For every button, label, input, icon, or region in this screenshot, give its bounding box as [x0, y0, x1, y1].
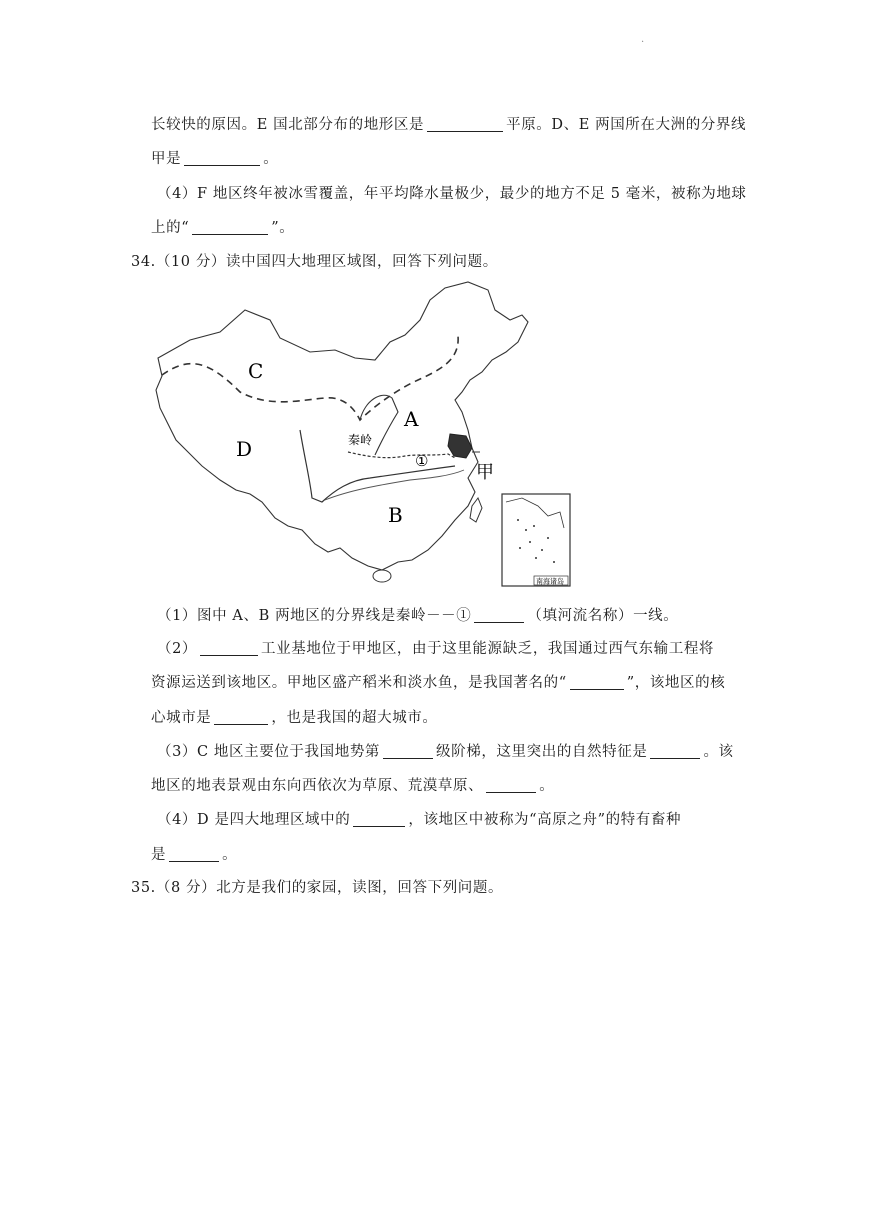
- q33-part4-line2: [151, 216, 294, 237]
- answer-blank[interactable]: [169, 847, 219, 862]
- q33-line1-text-a: 长较快的原因。E 国北部分布的地形区是: [151, 117, 425, 133]
- q33-line1-text-b: 平原。D、E 两国所在大洲的分界线: [506, 117, 747, 133]
- q34-part1-text-b: （填河流名称）一线。: [527, 608, 679, 624]
- q33-line2: [151, 147, 278, 168]
- china-map-svg: [150, 280, 580, 592]
- q34-part3-text-c: 。该: [703, 744, 734, 760]
- region-label-a: A: [404, 407, 419, 431]
- q34-part3-line2: [151, 774, 554, 795]
- qinling-river-line: [348, 452, 455, 458]
- answer-blank[interactable]: [383, 744, 433, 759]
- q34-part1-text-a: （1）图中 A、B 两地区的分界线是秦岭－－①: [157, 608, 472, 624]
- q34-part2-l3-text-b: ，也是我国的超大城市。: [271, 710, 438, 726]
- q34-part2-line2: [151, 671, 725, 692]
- answer-blank[interactable]: [570, 675, 624, 690]
- region-label-c: C: [248, 359, 264, 383]
- q34-part1: [157, 604, 678, 625]
- q34-title: 34.（10 分）读中国四大地理区域图，回答下列问题。: [131, 254, 498, 270]
- q33-line2-text-a: 甲是: [151, 151, 182, 167]
- q35-title: 35.（8 分）北方是我们的家园，读图，回答下列问题。: [131, 880, 504, 896]
- taiwan-island: [470, 498, 482, 522]
- qinling-label: 秦岭: [348, 433, 373, 447]
- answer-blank[interactable]: [486, 778, 536, 793]
- q34-part3-text-b: 级阶梯，这里突出的自然特征是: [436, 744, 648, 760]
- q33-line2-text-b: 。: [263, 151, 279, 167]
- q34-part3-line1: [157, 740, 734, 761]
- q34-part4-line1: [157, 808, 681, 829]
- q34-part4-l2-text-a: 是: [151, 847, 167, 863]
- q34-part2-text-a: （2）: [157, 641, 198, 657]
- q34-part4-line2: [151, 843, 237, 864]
- q34-part4-text-b: ，该地区中被称为“高原之舟”的特有畜种: [408, 812, 682, 828]
- answer-blank[interactable]: [184, 151, 260, 166]
- q34-part4-text-a: （4）D 是四大地理区域中的: [157, 812, 351, 828]
- inset-label: 南海诸岛: [536, 577, 564, 586]
- d-region-boundary: [300, 430, 455, 502]
- china-regions-map: [150, 280, 580, 592]
- q34-part2-line1: [157, 637, 714, 658]
- q34-part2-line3: [151, 706, 438, 727]
- q34-part2-l2-text-b: ”，该地区的核: [626, 675, 726, 691]
- answer-blank[interactable]: [650, 744, 700, 759]
- answer-blank[interactable]: [353, 812, 405, 827]
- region-label-d: D: [236, 437, 253, 461]
- answer-blank[interactable]: [192, 220, 268, 235]
- jia-label: 甲: [476, 462, 494, 483]
- q33-line1: [151, 113, 746, 134]
- q34-part4-l2-text-b: 。: [222, 847, 238, 863]
- q33-part4-text-a: 上的“: [151, 220, 190, 236]
- inset-box: [502, 494, 570, 586]
- q33-part4-text-b: ”。: [271, 220, 295, 236]
- region-label-b: B: [388, 503, 403, 527]
- china-outline: [156, 282, 528, 570]
- answer-blank[interactable]: [214, 710, 268, 725]
- q34-part2-l3-text-a: 心城市是: [151, 710, 212, 726]
- q34-part3-l2-text-a: 地区的地表景观由东向西依次为草原、荒漠草原、: [151, 778, 484, 794]
- q34-part3-text-a: （3）C 地区主要位于我国地势第: [157, 744, 381, 760]
- page-dot: .: [641, 34, 645, 45]
- river-marker-label: ①: [415, 452, 429, 470]
- q34-part3-l2-text-b: 。: [539, 778, 555, 794]
- hainan-island: [373, 570, 391, 582]
- q33-part4-line1: [157, 182, 747, 203]
- q34-part2-text-b: 工业基地位于甲地区，由于这里能源缺乏，我国通过西气东输工程将: [261, 641, 715, 657]
- answer-blank[interactable]: [427, 117, 503, 132]
- q33-part4-text: （4）F 地区终年被冰雪覆盖，年平均降水量极少，最少的地方不足 5 毫米，被称为地球: [157, 186, 747, 202]
- answer-blank[interactable]: [474, 608, 524, 623]
- q34-part2-l2-text-a: 资源运送到该地区。甲地区盛产稻米和淡水鱼，是我国著名的“: [151, 675, 567, 691]
- jia-region-shade: [448, 434, 472, 458]
- answer-blank[interactable]: [200, 641, 258, 656]
